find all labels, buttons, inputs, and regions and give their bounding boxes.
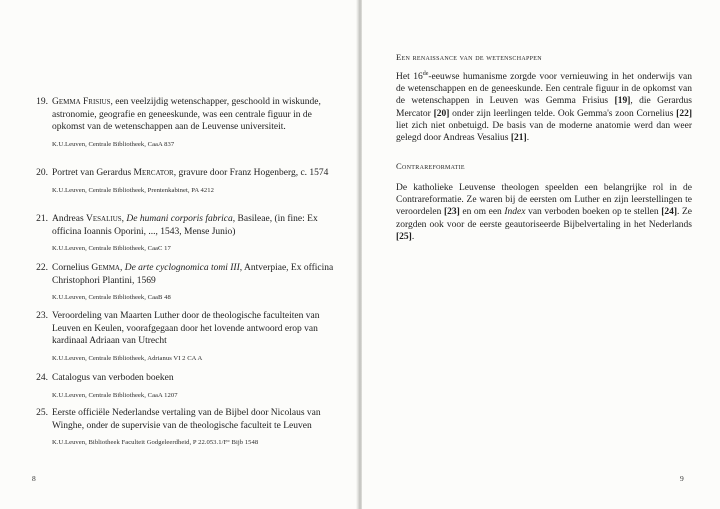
catalogue-reference: [19] [614,96,631,107]
author-name: Gemma Frisius [52,97,111,107]
entry-title: Portret van Gerardus Mercator, gravure door Franz Hogenberg, c. 1574 [52,168,329,178]
entry-title: Veroordeling van Maarten Luther door de theologische faculteiten van Leuven en Keulen, voorafgegaan door het lovende antwoord erop van kardinaal Adriaan van Utrecht [52,311,320,346]
catalogue-reference: [21] [510,133,527,144]
catalogue-reference: [25] [396,231,412,242]
section-contrareformatie [396,161,692,243]
entry-source: K.U.Leuven, Centrale Bibliotheek, CaaB 48 [52,294,171,301]
entry-source: K.U.Leuven, Centrale Bibliotheek, CaaC 17 [52,245,171,252]
entry-title: Gemma Frisius, een veelzijdig wetenschapper, geschoold in wiskunde, astronomie, geografie en geneeskunde, was een centrale figuur in de opkomst van de wetenschappen aan de Leuvense universiteit. [52,97,321,132]
work-title: De arte cyclognomica tomi III [124,263,240,273]
entry-source: K.U.Leuven, Centrale Bibliotheek, CaaA 837 [52,140,175,148]
section-paragraph: Het 16de-eeuwse humanisme zorgde voor vernieuwing in het onderwijs van de wetenschappen en de geneeskunde. Een centrale figuur in de opkomst van de wetenschappen in Leuven was Gemma Frisius [19], die Gerardus Mercator [20] onder zijn leerlingen telde. Ook Gemma's zoon Cornelius [22] liet zich niet onbetuigd. De basis van de moderne anatomie werd dan weer gelegd door Andreas Vesalius [21]. [396,70,692,144]
page-number-right: 9 [680,474,684,483]
right-page [362,0,720,509]
section-paragraph: De katholieke Leuvense theologen speelden een belangrijke rol in de Contrareformatie. Ze waren bij de eersten om Luther en zijn leerstellingen te veroordelen [23] en om een Index van verboden boeken op te stellen [24]. Ze zorgden ook voor de eerste geautoriseerde Bijbelvertaling in het Nederlands [25]. [396,183,693,242]
author-name: Vesalius [86,214,122,224]
entry-title: Andreas Vesalius, De humani corporis fabrica, Basileae, (in fine: Ex officina Ioannis Oporini, ..., 1543, Mense Junio) [52,214,318,237]
catalogue-reference: [20] [433,108,450,119]
catalogue-reference: [24] [661,207,678,218]
author-name: Mercator [133,168,174,178]
entry-source: K.U.Leuven, Centrale Bibliotheek, Adrianus VI 2 CA A [52,354,203,362]
entry-number: 25. [36,408,48,418]
work-title: De humani corporis fabrica [126,214,233,224]
entry-number: 24. [36,373,48,383]
catalogue-reference: [22] [676,108,692,119]
section-heading: Contrareformatie [396,161,465,171]
entry-number: 22. [36,263,48,273]
entry-number: 20. [36,168,48,178]
section-renaissance [396,52,692,144]
section-heading: Een renaissance van de wetenschappen [396,52,542,62]
entry-source: K.U.Leuven, Bibliotheek Faculteit Godgeleerdheid, P 22.053.1/F° Bijb 1548 [52,439,259,446]
entry-source: K.U.Leuven, Centrale Bibliotheek, Prentenkabinet, PA 4212 [52,186,214,194]
catalogue-reference: [23] [443,207,460,218]
left-page [0,0,358,509]
entry-title: Catalogus van verboden boeken [52,373,174,383]
entry-title: Eerste officiële Nederlandse vertaling van de Bijbel door Nicolaus van Winghe, onder de supervisie van de theologische faculteit te Leuven [52,408,321,431]
entry-number: 23. [36,311,48,321]
entry-title: Cornelius Gemma, De arte cyclognomica tomi III, Antverpiae, Ex officina Christophori Plantini, 1569 [52,263,334,286]
entry-source: K.U.Leuven, Centrale Bibliotheek, CaaA 1207 [52,391,178,399]
entry-number: 19. [36,97,48,107]
page-number-left: 8 [32,474,36,483]
author-name: Gemma [91,263,120,273]
entry-number: 21. [36,214,48,224]
index-term: Index [504,207,526,218]
